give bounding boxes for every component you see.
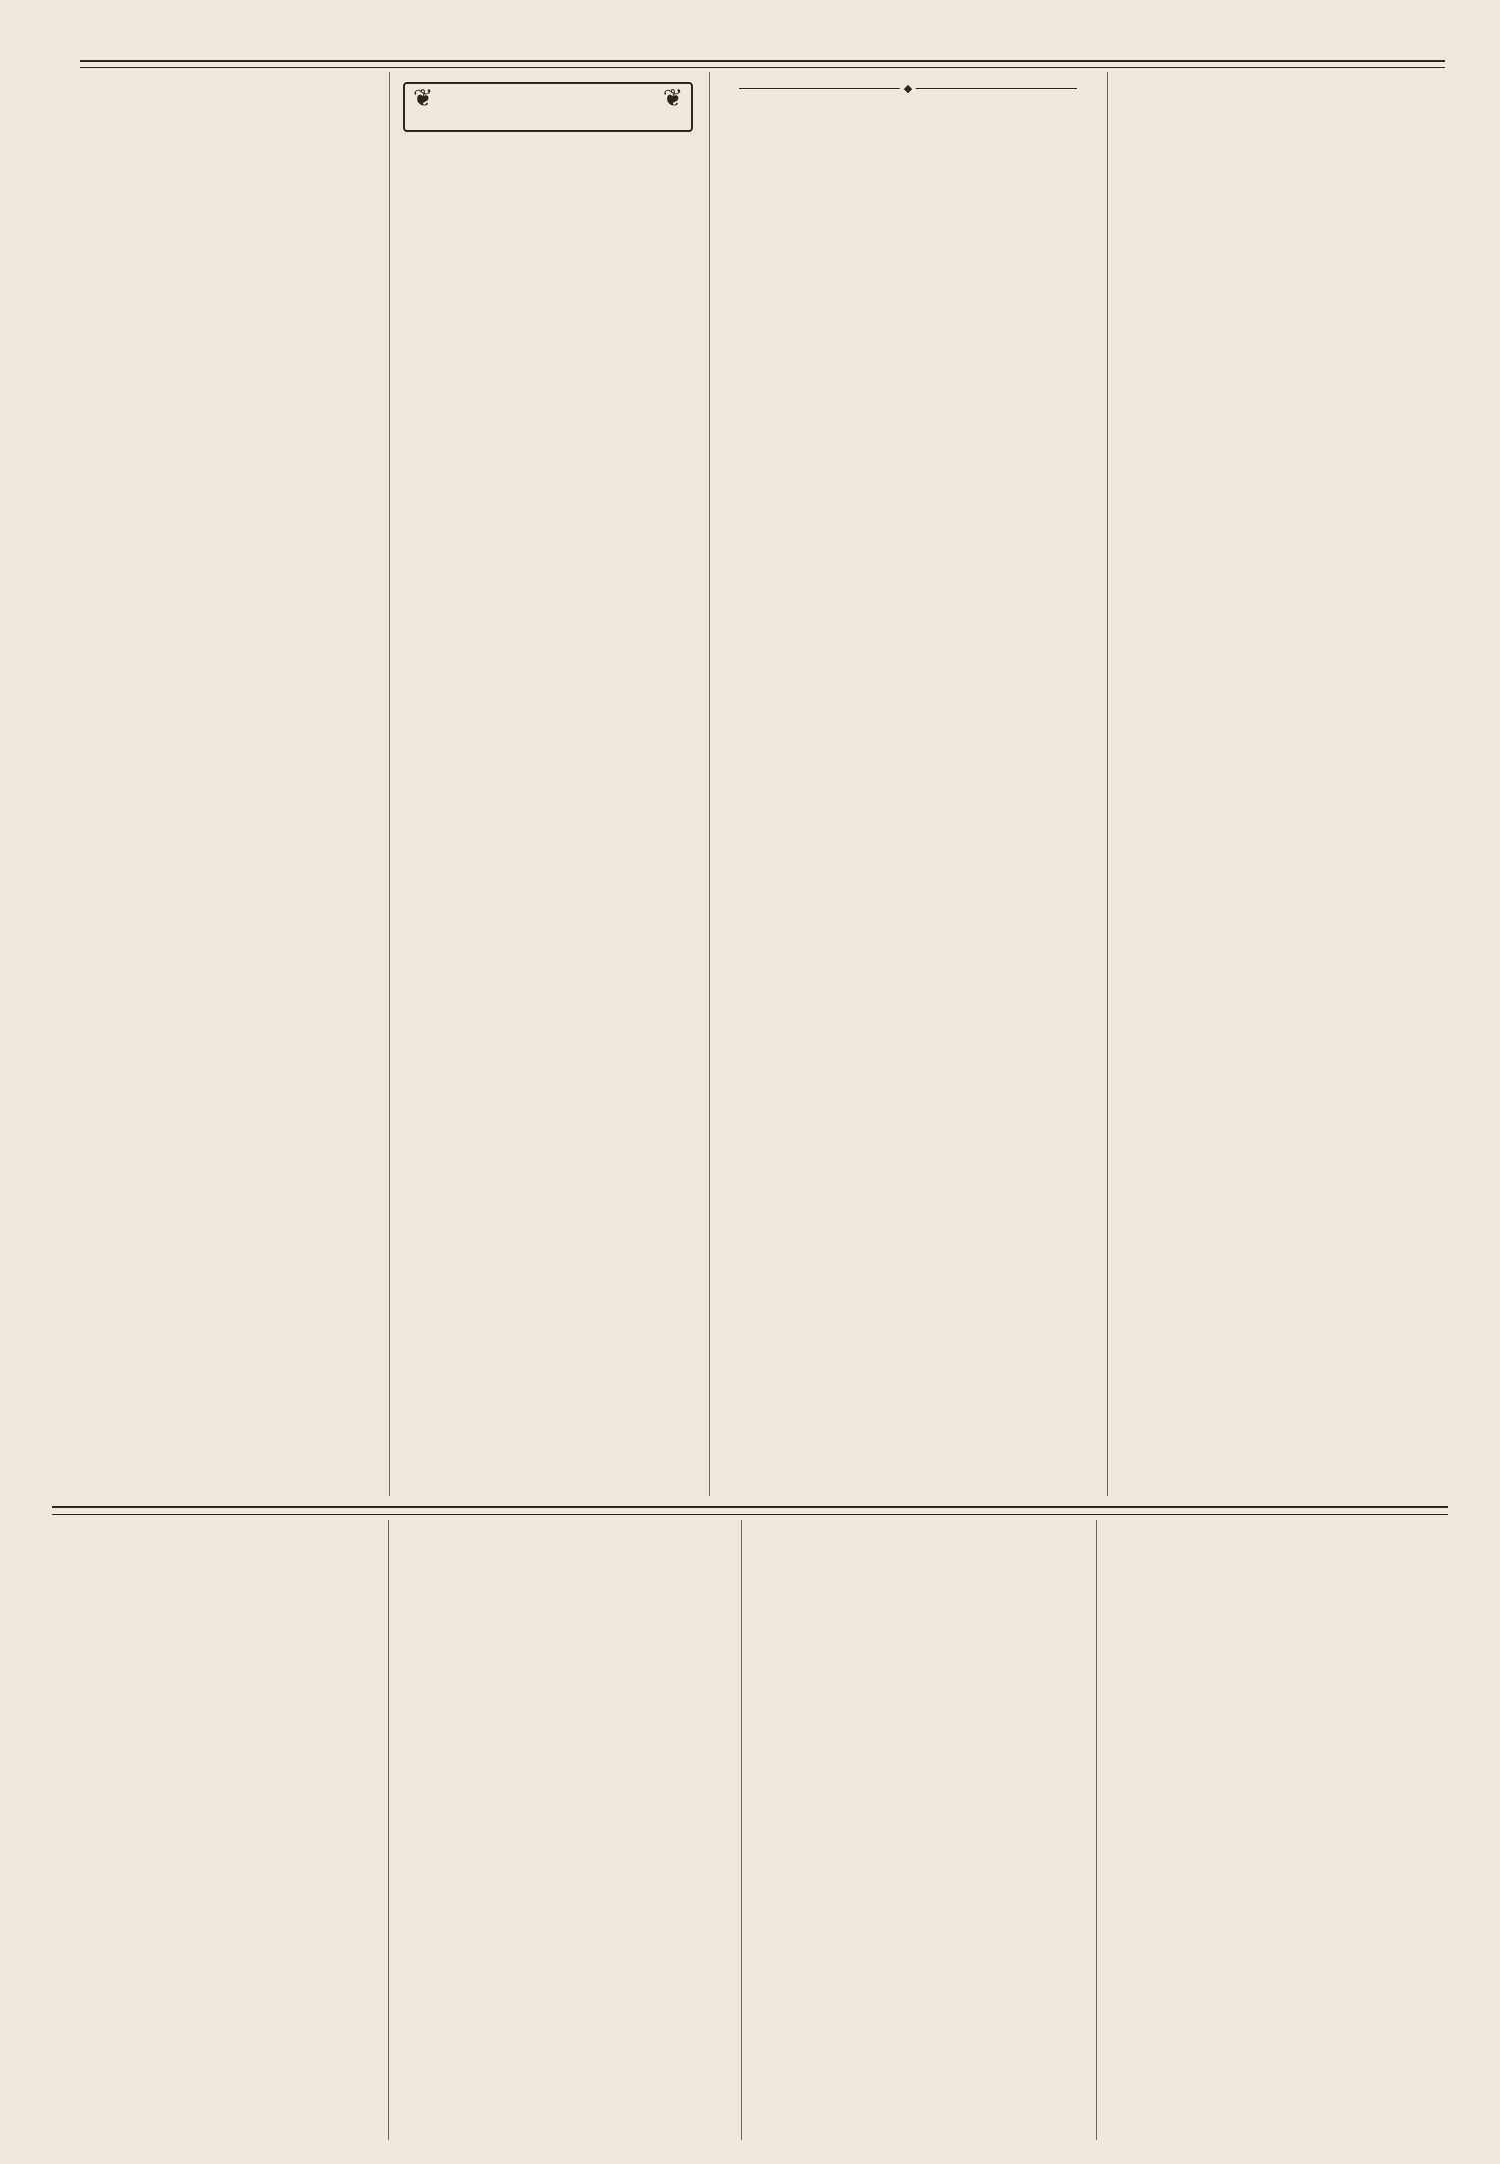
column-divider [741, 1520, 742, 2140]
ornament-icon: ❦ [662, 86, 683, 112]
bottom-column-4 [1106, 1520, 1446, 2140]
top-column-4 [1117, 72, 1445, 1496]
mots-pour-rire-banner [403, 82, 693, 132]
ornament-icon: ❦ [413, 86, 434, 112]
top-column-2 [399, 72, 697, 1496]
bottom-column-3 [751, 1520, 1085, 2140]
column-divider [389, 72, 390, 1496]
diamond-rule [739, 82, 1077, 94]
masthead [80, 20, 1445, 60]
diamond-icon: ◆ [900, 82, 916, 98]
top-column-1 [80, 72, 378, 1496]
horizontal-section-rule [52, 1506, 1448, 1515]
column-divider [1107, 72, 1108, 1496]
column-divider [709, 72, 710, 1496]
bottom-column-2 [398, 1520, 730, 2140]
bottom-column-1 [60, 1520, 378, 2140]
column-divider [388, 1520, 389, 2140]
masthead-rule [80, 60, 1445, 68]
top-column-3 [719, 72, 1097, 1496]
column-divider [1096, 1520, 1097, 2140]
